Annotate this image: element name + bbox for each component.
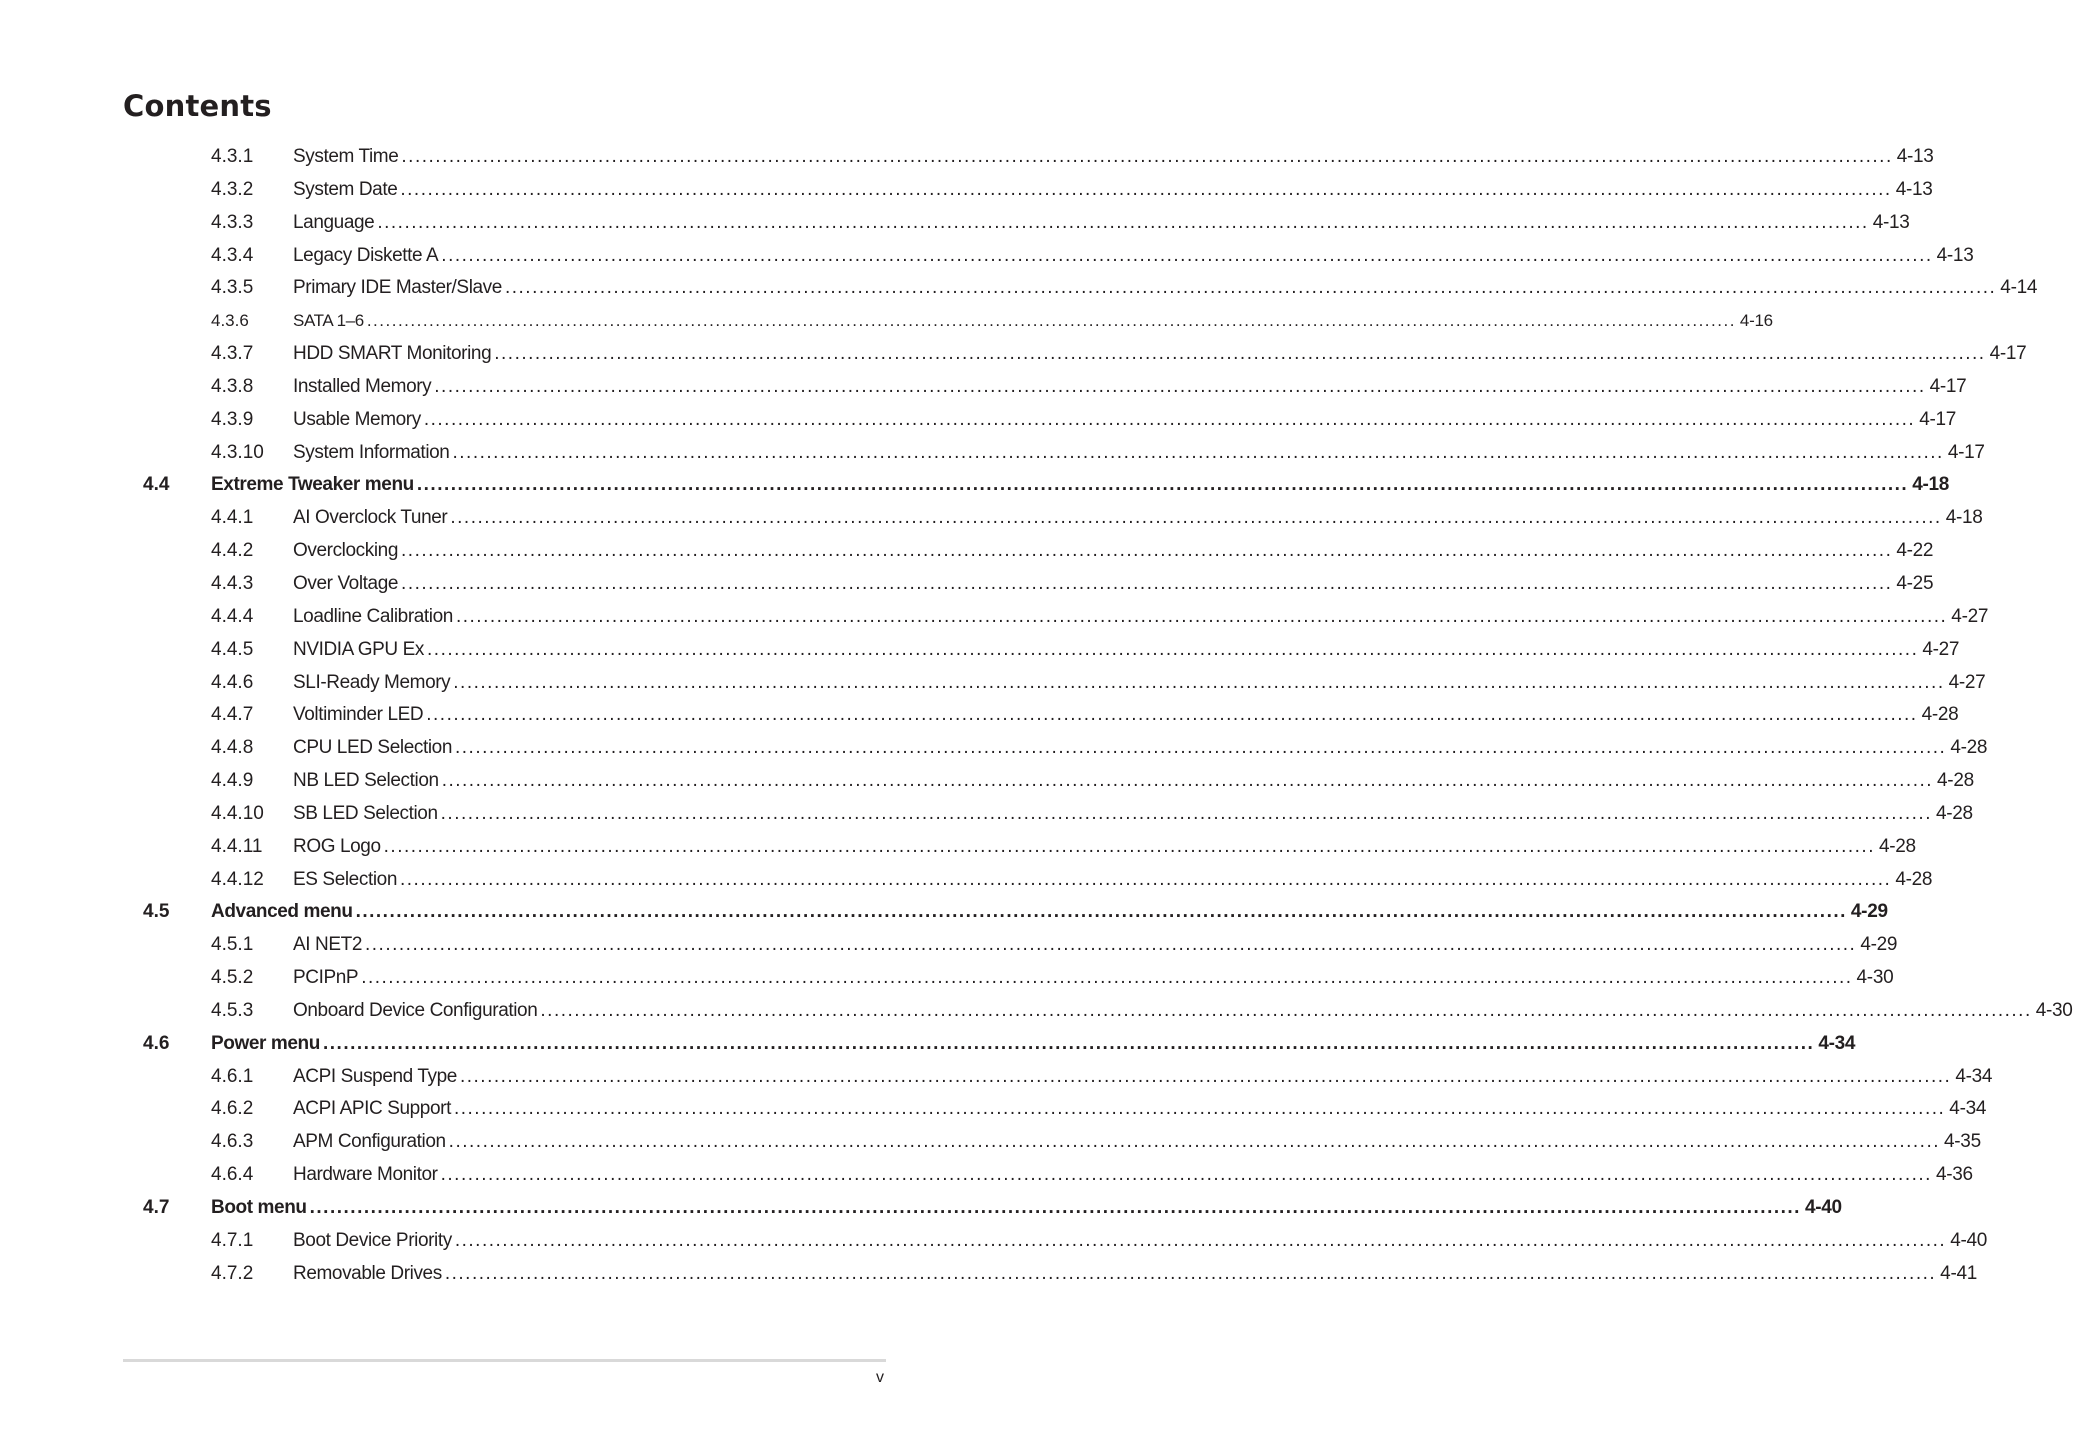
toc-entry-line bbox=[293, 305, 1773, 338]
toc-entry-number: 4.4.2 bbox=[211, 540, 254, 562]
toc-entry-page: 4-14 bbox=[2000, 277, 2038, 299]
toc-entry-line bbox=[293, 272, 2038, 305]
toc-entry-page: 4-28 bbox=[1950, 737, 1988, 759]
toc-entry-number: 4.4.4 bbox=[211, 605, 254, 627]
toc-entry-page: 4-28 bbox=[1878, 835, 1916, 857]
toc-entry-page: 4-34 bbox=[1949, 1098, 1987, 1120]
toc-entry-title: Legacy Diskette A bbox=[293, 244, 439, 266]
toc-entry-page: 4-30 bbox=[1856, 967, 1894, 989]
toc-entry-title: System Date bbox=[293, 178, 398, 200]
toc-entry-line bbox=[293, 338, 2027, 371]
toc-entry-page: 4-17 bbox=[1947, 441, 1985, 463]
toc-entry-number: 4.4.3 bbox=[211, 572, 254, 594]
toc-entry-number: 4.7.1 bbox=[211, 1229, 254, 1251]
toc-entry-line bbox=[211, 1028, 1856, 1061]
toc-entry-line bbox=[293, 1061, 1993, 1094]
toc-entry-title: AI NET2 bbox=[293, 934, 362, 956]
dot-leader: ............................................................................................................................................................................................................................ bbox=[401, 572, 1893, 594]
toc-entry-page: 4-18 bbox=[1912, 474, 1950, 496]
dot-leader: ............................................................................................................................................................................................................................ bbox=[427, 638, 1919, 660]
toc-entry-page: 4-16 bbox=[1739, 311, 1773, 331]
toc-entry-title: System Time bbox=[293, 146, 399, 167]
toc-entry-number: 4.3.10 bbox=[211, 441, 264, 463]
toc-entry-title: Loadline Calibration bbox=[293, 605, 453, 627]
toc-entry-page: 4-34 bbox=[1955, 1065, 1993, 1087]
toc-subsection-entry[interactable] bbox=[0, 568, 1934, 601]
toc-entry-number: 4.3.2 bbox=[211, 178, 254, 200]
toc-subsection-entry[interactable] bbox=[0, 207, 1910, 240]
toc-subsection-entry[interactable] bbox=[0, 1093, 1987, 1126]
toc-entry-line bbox=[293, 1225, 1988, 1258]
footer-divider bbox=[123, 1359, 886, 1362]
dot-leader: ............................................................................................................................................................................................................................ bbox=[377, 211, 1869, 233]
toc-entry-number: 4.3.4 bbox=[211, 244, 254, 266]
toc-subsection-entry[interactable] bbox=[0, 502, 1983, 535]
toc-entry-line bbox=[293, 141, 1934, 174]
toc-entry-title: Onboard Device Configuration bbox=[293, 999, 538, 1021]
toc-entry-page: 4-40 bbox=[1950, 1229, 1988, 1251]
dot-leader: ............................................................................................................................................................................................................................ bbox=[400, 178, 1892, 200]
toc-entry-page: 4-13 bbox=[1936, 244, 1974, 266]
toc-entry-number: 4.5.3 bbox=[211, 999, 254, 1021]
toc-subsection-entry[interactable] bbox=[0, 699, 1959, 732]
toc-subsection-entry[interactable] bbox=[0, 305, 1773, 338]
toc-entry-title: ACPI APIC Support bbox=[293, 1098, 451, 1120]
toc-entry-line bbox=[293, 798, 1973, 831]
toc-subsection-entry[interactable] bbox=[0, 667, 1986, 700]
toc-entry-line bbox=[293, 404, 1957, 437]
toc-subsection-entry[interactable] bbox=[0, 1061, 1993, 1094]
toc-entry-number: 4.5.2 bbox=[211, 967, 254, 989]
toc-entry-number: 4.6.3 bbox=[211, 1131, 254, 1153]
toc-entry-page: 4-28 bbox=[1921, 704, 1959, 726]
toc-entry-page: 4-29 bbox=[1860, 934, 1898, 956]
toc-subsection-entry[interactable] bbox=[0, 864, 1933, 897]
toc-entry-number: 4.6.1 bbox=[211, 1065, 254, 1087]
toc-entry-number: 4.4.6 bbox=[211, 671, 254, 693]
toc-subsection-entry[interactable] bbox=[0, 831, 1916, 864]
toc-entry-title: ES Selection bbox=[293, 868, 397, 890]
toc-entry-title: Overclocking bbox=[293, 540, 399, 562]
toc-entry-page: 4-41 bbox=[1940, 1262, 1977, 1284]
toc-entry-title: Boot Device Priority bbox=[293, 1229, 452, 1251]
toc-entry-line bbox=[293, 962, 1894, 995]
dot-leader: ............................................................................................................................................................................................................................ bbox=[441, 244, 1933, 266]
dot-leader: ............................................................................................................................................................................................................................ bbox=[448, 1131, 1941, 1153]
toc-entry-page: 4-29 bbox=[1850, 901, 1888, 923]
toc-section-entry[interactable] bbox=[0, 1192, 1842, 1225]
toc-subsection-entry[interactable] bbox=[0, 798, 1973, 831]
toc-entry-number: 4.3.8 bbox=[211, 375, 254, 397]
toc-entry-line bbox=[293, 699, 1959, 732]
toc-entry-page: 4-13 bbox=[1872, 211, 1910, 233]
dot-leader: ............................................................................................................................................................................................................................ bbox=[504, 277, 1997, 299]
toc-entry-number: 4.3.9 bbox=[211, 408, 254, 430]
toc-entry-line bbox=[211, 1192, 1842, 1225]
toc-entry-title: Language bbox=[293, 211, 375, 233]
toc-entry-page: 4-28 bbox=[1935, 802, 1973, 824]
toc-entry-title: System Information bbox=[293, 441, 450, 463]
dot-leader: ............................................................................................................................................................................................................................ bbox=[365, 934, 1857, 956]
toc-entry-line bbox=[293, 634, 1960, 667]
toc-subsection-entry[interactable] bbox=[0, 371, 1967, 404]
toc-subsection-entry[interactable] bbox=[0, 995, 2073, 1028]
toc-subsection-entry[interactable] bbox=[0, 1258, 1977, 1291]
toc-entry-line bbox=[293, 240, 1974, 273]
toc-entry-title: AI Overclock Tuner bbox=[293, 507, 448, 529]
dot-leader: ............................................................................................................................................................................................................................ bbox=[459, 1065, 1952, 1087]
toc-entry-line bbox=[293, 502, 1983, 535]
dot-leader: ............................................................................................................................................................................................................................ bbox=[450, 507, 1942, 529]
toc-entry-page: 4-35 bbox=[1944, 1131, 1981, 1153]
toc-entry-title: Usable Memory bbox=[293, 408, 421, 430]
dot-leader: ............................................................................................................................................................................................................................ bbox=[361, 967, 1853, 989]
toc-entry-title: APM Configuration bbox=[293, 1131, 446, 1153]
toc-entry-line bbox=[293, 535, 1934, 568]
toc-entry-title: SLI-Ready Memory bbox=[293, 671, 451, 693]
toc-subsection-entry[interactable] bbox=[0, 272, 2038, 305]
dot-leader: ............................................................................................................................................................................................................................ bbox=[400, 868, 1892, 890]
dot-leader: ............................................................................................................................................................................................................................ bbox=[452, 441, 1944, 463]
toc-entry-line bbox=[293, 437, 1985, 470]
toc-entry-title: Removable Drives bbox=[293, 1262, 442, 1284]
dot-leader: ............................................................................................................................................................................................................................ bbox=[309, 1197, 1801, 1218]
dot-leader: ............................................................................................................................................................................................................................ bbox=[434, 375, 1926, 397]
dot-leader: ............................................................................................................................................................................................................................ bbox=[322, 1032, 1815, 1054]
toc-entry-title: Over Voltage bbox=[293, 572, 399, 594]
toc-subsection-entry[interactable] bbox=[0, 929, 1898, 962]
toc-entry-line bbox=[293, 929, 1898, 962]
toc-entry-number: 4.4 bbox=[143, 474, 170, 496]
toc-section-entry[interactable] bbox=[0, 896, 1888, 929]
toc-entry-page: 4-28 bbox=[1895, 868, 1933, 890]
toc-entry-number: 4.6 bbox=[143, 1032, 170, 1054]
dot-leader: ............................................................................................................................................................................................................................ bbox=[416, 474, 1909, 496]
toc-subsection-entry[interactable] bbox=[0, 634, 1960, 667]
toc-entry-number: 4.4.1 bbox=[211, 507, 254, 529]
toc-entry-number: 4.4.9 bbox=[211, 770, 254, 792]
toc-entry-page: 4-25 bbox=[1896, 572, 1934, 594]
dot-leader: ............................................................................................................................................................................................................................ bbox=[426, 704, 1918, 726]
toc-entry-page: 4-28 bbox=[1937, 770, 1974, 792]
toc-entry-title: PCIPnP bbox=[293, 967, 359, 989]
toc-entry-number: 4.3.1 bbox=[211, 146, 254, 167]
toc-entry-number: 4.4.10 bbox=[211, 802, 264, 824]
toc-entry-line bbox=[211, 896, 1888, 929]
dot-leader: ............................................................................................................................................................................................................................ bbox=[423, 408, 1916, 430]
toc-subsection-entry[interactable] bbox=[0, 437, 1985, 470]
toc-entry-page: 4-18 bbox=[1945, 507, 1983, 529]
toc-entry-line bbox=[293, 1258, 1977, 1291]
toc-entry-title: ROG Logo bbox=[293, 835, 381, 857]
toc-entry-line bbox=[293, 601, 1989, 634]
toc-subsection-entry[interactable] bbox=[0, 535, 1934, 568]
toc-entry-number: 4.6.4 bbox=[211, 1164, 254, 1186]
toc-entry-number: 4.5.1 bbox=[211, 934, 254, 956]
dot-leader: ............................................................................................................................................................................................................................ bbox=[366, 311, 1736, 331]
toc-entry-title: Extreme Tweaker menu bbox=[211, 474, 414, 496]
toc-entry-line bbox=[293, 864, 1933, 897]
toc-subsection-entry[interactable] bbox=[0, 338, 2027, 371]
toc-entry-title: Advanced menu bbox=[211, 901, 353, 923]
dot-leader: ............................................................................................................................................................................................................................ bbox=[444, 1262, 1937, 1284]
toc-entry-line bbox=[293, 995, 2073, 1028]
page-title: Contents bbox=[123, 89, 272, 123]
toc-entry-title: Installed Memory bbox=[293, 375, 432, 397]
dot-leader: ............................................................................................................................................................................................................................ bbox=[401, 146, 1893, 167]
toc-entry-page: 4-13 bbox=[1896, 146, 1934, 167]
toc-entry-page: 4-34 bbox=[1818, 1032, 1856, 1054]
toc-entry-number: 4.4.12 bbox=[211, 868, 264, 890]
toc-entry-page: 4-27 bbox=[1951, 605, 1989, 627]
toc-entry-number: 4.4.11 bbox=[211, 835, 263, 857]
toc-entry-number: 4.4.8 bbox=[211, 737, 254, 759]
toc-entry-number: 4.3.7 bbox=[211, 343, 254, 365]
toc-entry-page: 4-22 bbox=[1896, 540, 1934, 562]
toc-entry-title: CPU LED Selection bbox=[293, 737, 452, 759]
toc-entry-page: 4-27 bbox=[1948, 671, 1986, 693]
toc-subsection-entry[interactable] bbox=[0, 601, 1989, 634]
toc-entry-page: 4-30 bbox=[2035, 999, 2073, 1021]
toc-entry-number: 4.3.6 bbox=[211, 311, 249, 331]
dot-leader: ............................................................................................................................................................................................................................ bbox=[401, 540, 1893, 562]
toc-entry-title: HDD SMART Monitoring bbox=[293, 343, 492, 365]
toc-entry-number: 4.5 bbox=[143, 901, 170, 923]
dot-leader: ............................................................................................................................................................................................................................ bbox=[440, 1164, 1932, 1186]
toc-subsection-entry[interactable] bbox=[0, 174, 1933, 207]
toc-entry-line bbox=[293, 174, 1933, 207]
toc-subsection-entry[interactable] bbox=[0, 1225, 1988, 1258]
toc-subsection-entry[interactable] bbox=[0, 765, 1974, 798]
toc-entry-title: NVIDIA GPU Ex bbox=[293, 638, 425, 660]
toc-section-entry[interactable] bbox=[0, 1028, 1856, 1061]
toc-entry-page: 4-36 bbox=[1935, 1164, 1973, 1186]
toc-entry-page: 4-27 bbox=[1922, 638, 1960, 660]
toc-entry-line bbox=[293, 667, 1986, 700]
toc-entry-line bbox=[293, 568, 1934, 601]
toc-entry-line bbox=[211, 469, 1950, 502]
toc-entry-line bbox=[293, 207, 1910, 240]
toc-entry-page: 4-13 bbox=[1895, 178, 1933, 200]
toc-entry-number: 4.4.5 bbox=[211, 638, 254, 660]
toc-entry-title: Primary IDE Master/Slave bbox=[293, 277, 502, 299]
toc-section-entry[interactable] bbox=[0, 469, 1950, 502]
toc-entry-title: NB LED Selection bbox=[293, 770, 439, 792]
dot-leader: ............................................................................................................................................................................................................................ bbox=[453, 1098, 1946, 1120]
toc-entry-line bbox=[293, 1093, 1987, 1126]
toc-entry-line bbox=[293, 1159, 1973, 1192]
toc-subsection-entry[interactable] bbox=[0, 240, 1974, 273]
toc-subsection-entry[interactable] bbox=[0, 732, 1988, 765]
dot-leader: ............................................................................................................................................................................................................................ bbox=[494, 343, 1986, 365]
page-number: v bbox=[876, 1369, 884, 1386]
dot-leader: ............................................................................................................................................................................................................................ bbox=[455, 737, 1947, 759]
dot-leader: ............................................................................................................................................................................................................................ bbox=[383, 835, 1875, 857]
toc-subsection-entry[interactable] bbox=[0, 404, 1957, 437]
toc-entry-page: 4-17 bbox=[1929, 375, 1967, 397]
toc-entry-title: Hardware Monitor bbox=[293, 1164, 438, 1186]
toc-entry-line bbox=[293, 831, 1916, 864]
dot-leader: ............................................................................................................................................................................................................................ bbox=[455, 605, 1948, 627]
toc-entry-number: 4.7.2 bbox=[211, 1262, 254, 1284]
toc-entry-title: Power menu bbox=[211, 1032, 320, 1054]
toc-entry-line bbox=[293, 371, 1967, 404]
toc-entry-title: SB LED Selection bbox=[293, 802, 438, 824]
toc-subsection-entry[interactable] bbox=[0, 1126, 1981, 1159]
toc-entry-number: 4.6.2 bbox=[211, 1098, 254, 1120]
toc-entry-number: 4.7 bbox=[143, 1197, 170, 1218]
toc-entry-number: 4.4.7 bbox=[211, 704, 254, 726]
toc-entry-line bbox=[293, 732, 1988, 765]
toc-entry-title: SATA 1–6 bbox=[293, 311, 364, 331]
toc-entry-title: Voltiminder LED bbox=[293, 704, 424, 726]
toc-entry-page: 4-40 bbox=[1804, 1197, 1842, 1218]
toc-subsection-entry[interactable] bbox=[0, 1159, 1973, 1192]
dot-leader: ............................................................................................................................................................................................................................ bbox=[355, 901, 1847, 923]
dot-leader: ............................................................................................................................................................................................................................ bbox=[440, 802, 1932, 824]
dot-leader: ............................................................................................................................................................................................................................ bbox=[441, 770, 1934, 792]
dot-leader: ............................................................................................................................................................................................................................ bbox=[454, 1229, 1947, 1251]
toc-entry-title: ACPI Suspend Type bbox=[293, 1065, 457, 1087]
toc-entry-page: 4-17 bbox=[1919, 408, 1957, 430]
toc-entry-line bbox=[293, 765, 1974, 798]
toc-entry-line bbox=[293, 1126, 1981, 1159]
table-of-contents bbox=[0, 141, 2073, 1291]
toc-subsection-entry[interactable] bbox=[0, 962, 1894, 995]
toc-entry-number: 4.3.3 bbox=[211, 211, 254, 233]
dot-leader: ............................................................................................................................................................................................................................ bbox=[453, 671, 1945, 693]
toc-entry-page: 4-17 bbox=[1989, 343, 2027, 365]
toc-entry-number: 4.3.5 bbox=[211, 277, 254, 299]
toc-entry-title: Boot menu bbox=[211, 1197, 307, 1218]
dot-leader: ............................................................................................................................................................................................................................ bbox=[540, 999, 2032, 1021]
toc-subsection-entry[interactable] bbox=[0, 141, 1934, 174]
